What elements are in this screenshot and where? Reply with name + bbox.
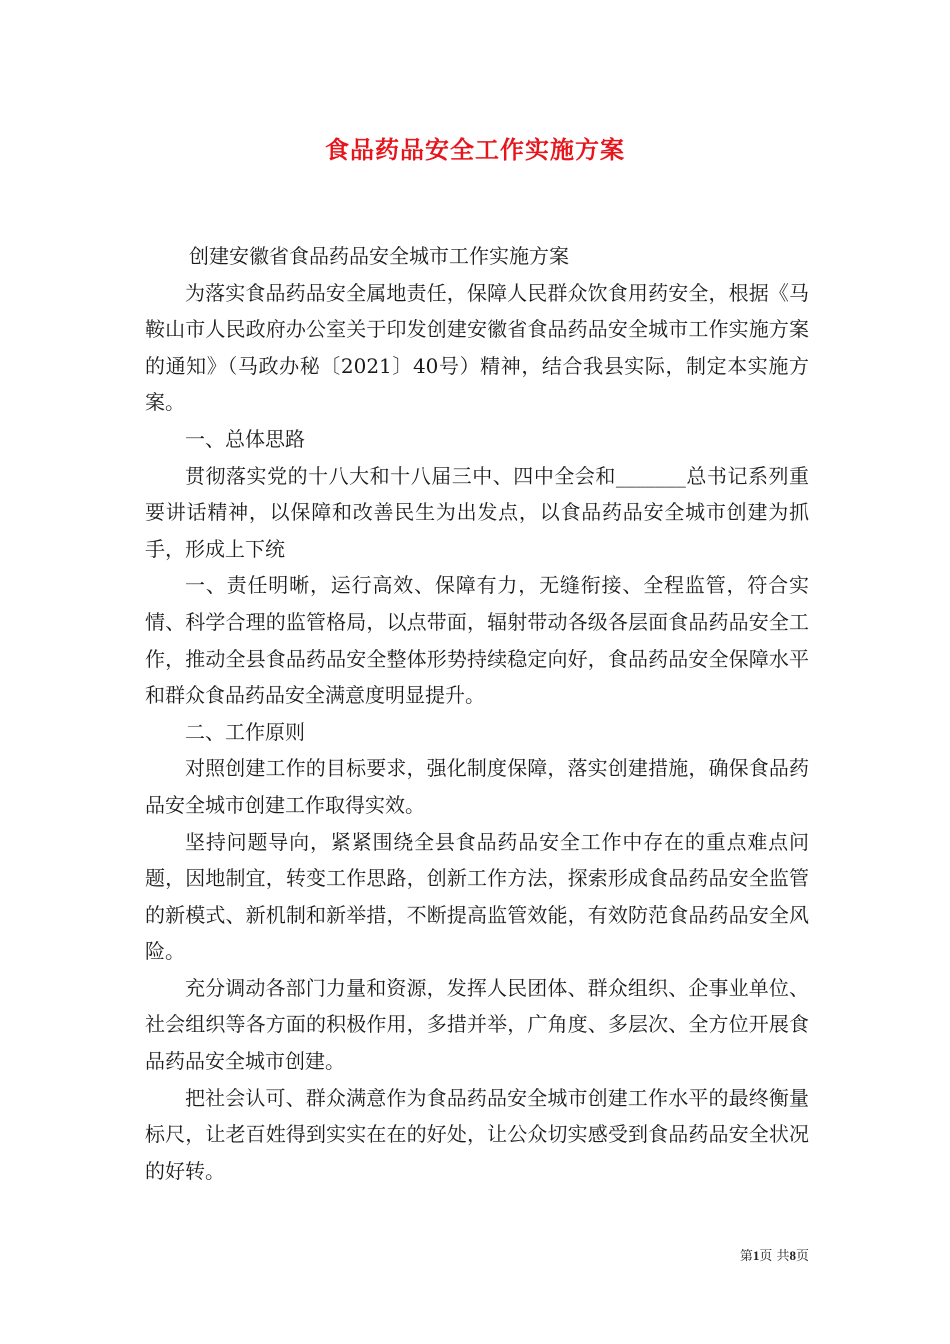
document-subtitle: 创建安徽省食品药品安全城市工作实施方案 [189, 244, 569, 268]
paragraph-responsibility: 一、责任明晰，运行高效、保障有力，无缝衔接、全程监管，符合实情、科学合理的监管格局，以点带面，辐射带动各级各层面食品药品安全工作，推动全县食品药品安全整体形势持续稳定向好，食品药品安全保障水平和群众食品药品安全满意度明显提升。 [145, 573, 809, 708]
footer-suffix: 页 [795, 1249, 809, 1264]
section-heading-work-principles: 二、工作原则 [185, 719, 305, 744]
paragraph-principle-3: 充分调动各部门力量和资源，发挥人民团体、群众组织、企事业单位、社会组织等各方面的积极作用，多措并举，广角度、多层次、全方位开展食品药品安全城市创建。 [145, 975, 809, 1074]
footer-current-page: 1 [752, 1248, 760, 1263]
section-heading-overall-approach: 一、总体思路 [185, 426, 305, 451]
document-title: 食品药品安全工作实施方案 [325, 135, 625, 164]
document-body [145, 238, 809, 1189]
footer-prefix: 第 [739, 1249, 753, 1264]
page-number-footer [740, 1247, 809, 1266]
paragraph-principle-2: 坚持问题导向，紧紧围绕全县食品药品安全工作中存在的重点难点问题，因地制宜，转变工作思路，创新工作方法，探索形成食品药品安全监管的新模式、新机制和新举措，不断提高监管效能，有效防范食品药品安全风险。 [145, 829, 809, 964]
paragraph-principle-4: 把社会认可、群众满意作为食品药品安全城市创建工作水平的最终衡量标尺，让老百姓得到实实在在的好处，让公众切实感受到食品药品安全状况的好转。 [145, 1085, 809, 1183]
paragraph-approach: 贯彻落实党的十八大和十八届三中、四中全会和_______总书记系列重要讲话精神，以保障和改善民生为出发点，以食品药品安全城市创建为抓手，形成上下统 [145, 463, 809, 561]
footer-middle: 页 共 [759, 1249, 790, 1264]
paragraph-intro: 为落实食品药品安全属地责任，保障人民群众饮食用药安全，根据《马鞍山市人民政府办公室关于印发创建安徽省食品药品安全城市工作实施方案的通知》（马政办秘〔2021〕40号）精神，结合我县实际，制定本实施方案。 [145, 280, 809, 415]
footer-total-pages: 8 [789, 1248, 796, 1263]
paragraph-principle-1: 对照创建工作的目标要求，强化制度保障，落实创建措施，确保食品药品安全城市创建工作取得实效。 [145, 756, 809, 817]
